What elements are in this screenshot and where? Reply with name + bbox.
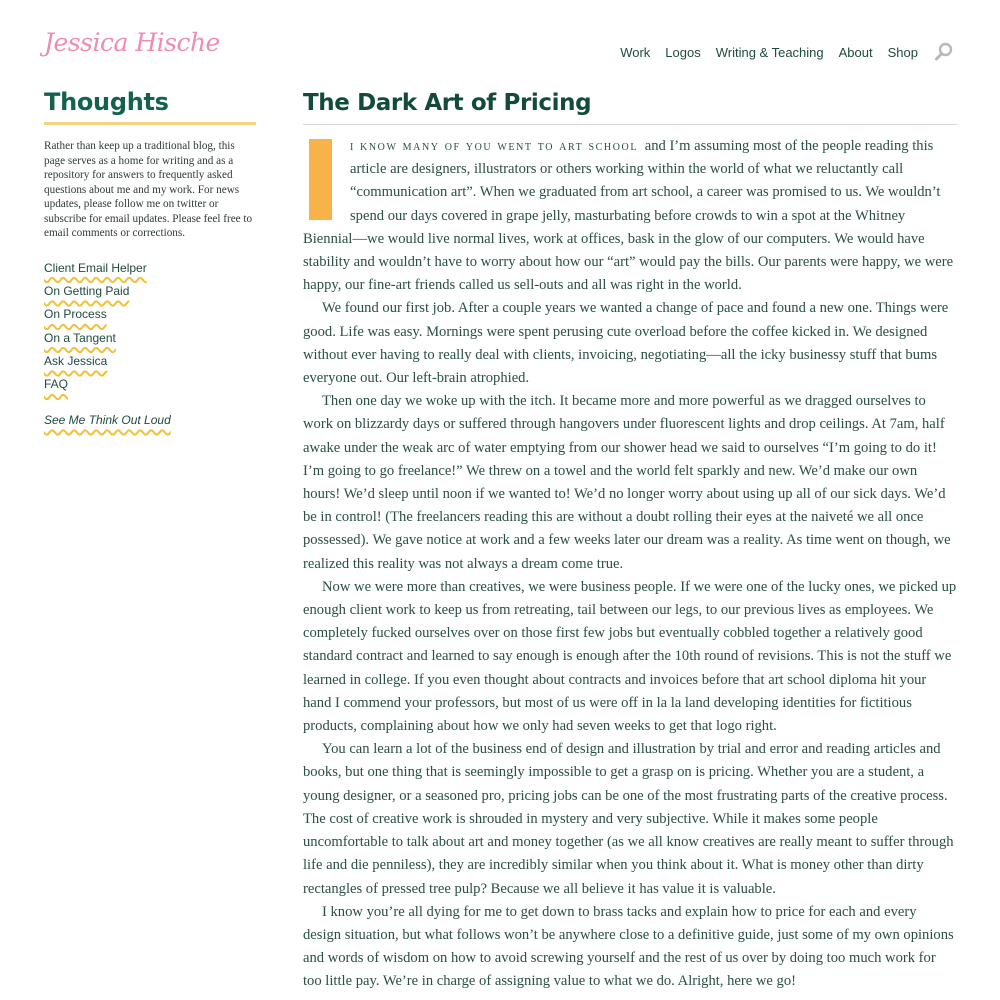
nav-shop[interactable]: Shop (887, 44, 918, 60)
article-paragraph: Then one day we woke up with the itch. It became more and more powerful as we dragged ourselves to work on blizzardy days or suffered through hangovers under fluorescent lights and drop ceilings. At 7am, half awake under the weak arc of water emptying from our shower head we said to ourselves “I’m going to do it! I’m going to go freelance!” We threw on a towel and the world felt sparkly and new. We’d make our own hours! We’d sleep until noon if we wanted to! We’d no longer worry about using up all of our sick days. We’d be in control! (The freelancers reading this are without a doubt rolling their eyes at the naiveté we all once possessed). We gave notice at work and a few weeks later our dream was a reality. As time went on though, we realized this reality was not always a dream come true. (303, 393, 951, 572)
lead-text: and I’m assuming most of the people reading this article are designers, illustrators or others working within the world of what we reluctantly call “communication art”. When we graduated from art school, a career was promised to us. We wouldn’t spend our days covered in grape jelly, masturbating before crowds to win a spot at the Whitney Biennial—we would live normal lives, work at offices, bask in the glow of our computers. We would have stability and wouldn’t have to worry about how our “art” would pay the bills. Our parents were happy, we were happy, our fine-art friends called us sell-outs and all was right in the world. (303, 138, 954, 294)
sidebar-links (44, 261, 256, 401)
lead-smallcaps: i know many of you went to art school (350, 139, 639, 154)
search-icon[interactable] (934, 42, 954, 62)
site-logo[interactable]: Jessica Hische (44, 28, 220, 57)
sidebar-link-on-getting-paid[interactable]: On Getting Paid (44, 283, 130, 298)
article-paragraph: You can learn a lot of the business end of design and illustration by trial and error and reading articles and books, but one thing that is seemingly impossible to get a grasp on is pricing. Whether you are a student, a young designer, or a seasoned pro, pricing jobs can be one of the most frustrating parts of the creative process. The cost of creative work is shrouded in mystery and very subjective. While it makes some people uncomfortable to talk about art and money together (as we all know creatives are really meant to suffer through life and die penniless), they are incredibly similar when you think about it. What is money other than dirty rectangles of pressed tree pulp? Because we all believe it has value it is valuable. (303, 741, 954, 897)
article-paragraph: I know you’re all dying for me to get down to brass tacks and explain how to price for each and every design situation, but what follows won’t be anywhere close to a definitive guide, just some of my own opinions and words of wisdom on how to avoid screwing yourself and the rest of us over by doing too much work for too little pay. We’re in charge of assigning value to what we do. Alright, here we go! (303, 903, 954, 990)
sidebar-title: Thoughts (44, 88, 256, 125)
article-paragraph: We found our first job. After a couple years we wanted a change of pace and found a new one. Things were good. Life was easy. Mornings were spent perusing cute overload before the coffee kicked in. We designed without ever having to really deal with clients, invoicing, negotiating—all the icky businessy stuff that bums everyone out. Our left-brain atrophied. (303, 300, 949, 387)
nav-writing-teaching[interactable]: Writing & Teaching (715, 44, 824, 60)
nav-about[interactable]: About (838, 44, 873, 60)
article-body (303, 135, 957, 994)
sidebar-link-on-a-tangent[interactable]: On a Tangent (44, 330, 116, 345)
main-nav (605, 42, 954, 62)
article-title: The Dark Art of Pricing (303, 90, 957, 125)
article-paragraph: Now we were more than creatives, we were business people. If we were one of the lucky ones, we picked up enough client work to keep us from retreating, tail between our legs, to our previous lives as employees. We completely fucked ourselves over on those first few jobs but eventually cobbled together a relatively good standard contract and learned to say enough is enough after the 10th round of revisions. This is not the stuff we learned in college. If you even thought about contracts and invoices before that art school diploma hit your hand I commend your professors, but most of us were off in la la land developing identities for fictitious products, complaining about how we only had seven weeks to get that logo right. (303, 578, 957, 735)
sidebar-link-client-email-helper[interactable]: Client Email Helper (44, 260, 147, 275)
sidebar-link-faq[interactable]: FAQ (44, 377, 69, 392)
drop-cap-block (309, 139, 332, 220)
sidebar-link-see-me-think-out-loud[interactable]: See Me Think Out Loud (44, 412, 171, 427)
article-paragraph (303, 135, 957, 297)
nav-work[interactable]: Work (620, 44, 651, 60)
sidebar (44, 88, 256, 427)
sidebar-link-on-process[interactable]: On Process (44, 307, 107, 322)
sidebar-intro: Rather than keep up a traditional blog, this page serves as a home for writing and as a repository for answers to frequently asked questions about me and my work. For news updates, please follow me on twitter or subscribe for email updates. Please feel free to email comments or corrections. (44, 140, 253, 239)
article (303, 90, 957, 994)
nav-logos[interactable]: Logos (665, 44, 701, 60)
sidebar-link-ask-jessica[interactable]: Ask Jessica (44, 354, 108, 369)
